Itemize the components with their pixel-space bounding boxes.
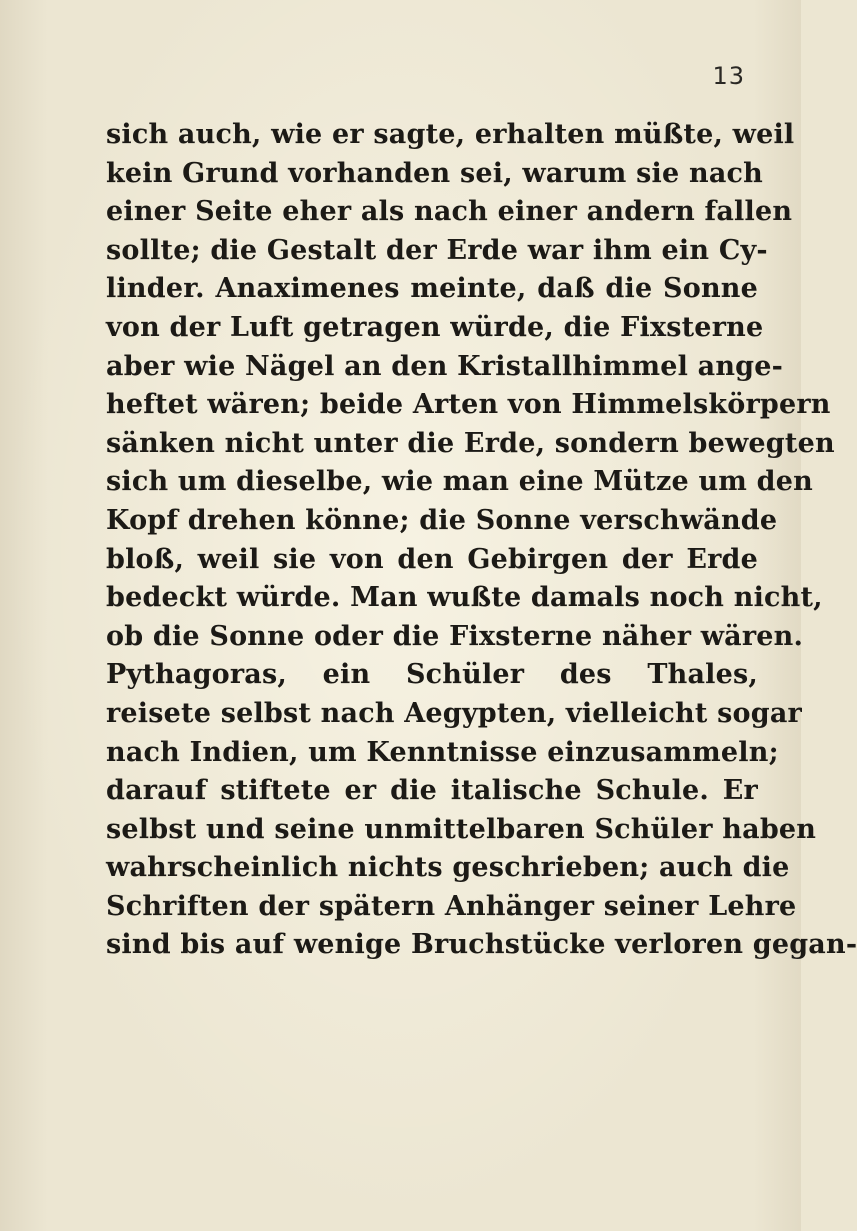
text-line: ob die Sonne oder die Fixsterne näher wären. xyxy=(106,620,804,652)
text-line: heftet wären; beide Arten von Himmelskörpern xyxy=(106,389,831,421)
text-line: selbst und seine unmittelbaren Schüler haben xyxy=(106,813,817,845)
page-number: 13 xyxy=(712,62,745,90)
text-line: sänken nicht unter die Erde, sondern bewegten xyxy=(106,427,835,459)
text-line: sich um dieselbe, wie man eine Mütze um den xyxy=(106,466,813,498)
text-line: reisete selbst nach Aegypten, vielleicht sogar xyxy=(106,697,802,729)
text-line: bloß, weil sie von den Gebirgen der Erde xyxy=(106,543,758,575)
text-line: einer Seite eher als nach einer andern fallen xyxy=(106,196,793,228)
text-line: wahrscheinlich nichts geschrieben; auch die xyxy=(106,852,790,884)
text-line: nach Indien, um Kenntnisse einzusammeln; xyxy=(106,736,779,768)
text-line: sich auch, wie er sagte, erhalten müßte, weil xyxy=(106,119,795,150)
text-line: bedeckt würde. Man wußte damals noch nicht, xyxy=(106,582,823,614)
text-line: sind bis auf wenige Bruchstücke verloren gegan- xyxy=(106,929,857,961)
text-line: aber wie Nägel an den Kristallhimmel ange- xyxy=(106,350,784,382)
text-line: von der Luft getragen würde, die Fixsterne xyxy=(106,311,764,343)
text-line: Schriften der spätern Anhänger seiner Lehre xyxy=(106,890,797,922)
text-line: sollte; die Gestalt der Erde war ihm ein Cy- xyxy=(106,234,768,266)
text-line: kein Grund vorhanden sei, warum sie nach xyxy=(106,157,763,189)
body-text xyxy=(106,116,857,965)
text-line: linder. Anaximenes meinte, daß die Sonne xyxy=(106,273,758,305)
text-line: Kopf drehen könne; die Sonne verschwände xyxy=(106,504,778,536)
text-line: darauf stiftete er die italische Schule. Er xyxy=(106,775,758,807)
text-line: Pythagoras, ein Schüler des Thales, xyxy=(106,659,758,691)
